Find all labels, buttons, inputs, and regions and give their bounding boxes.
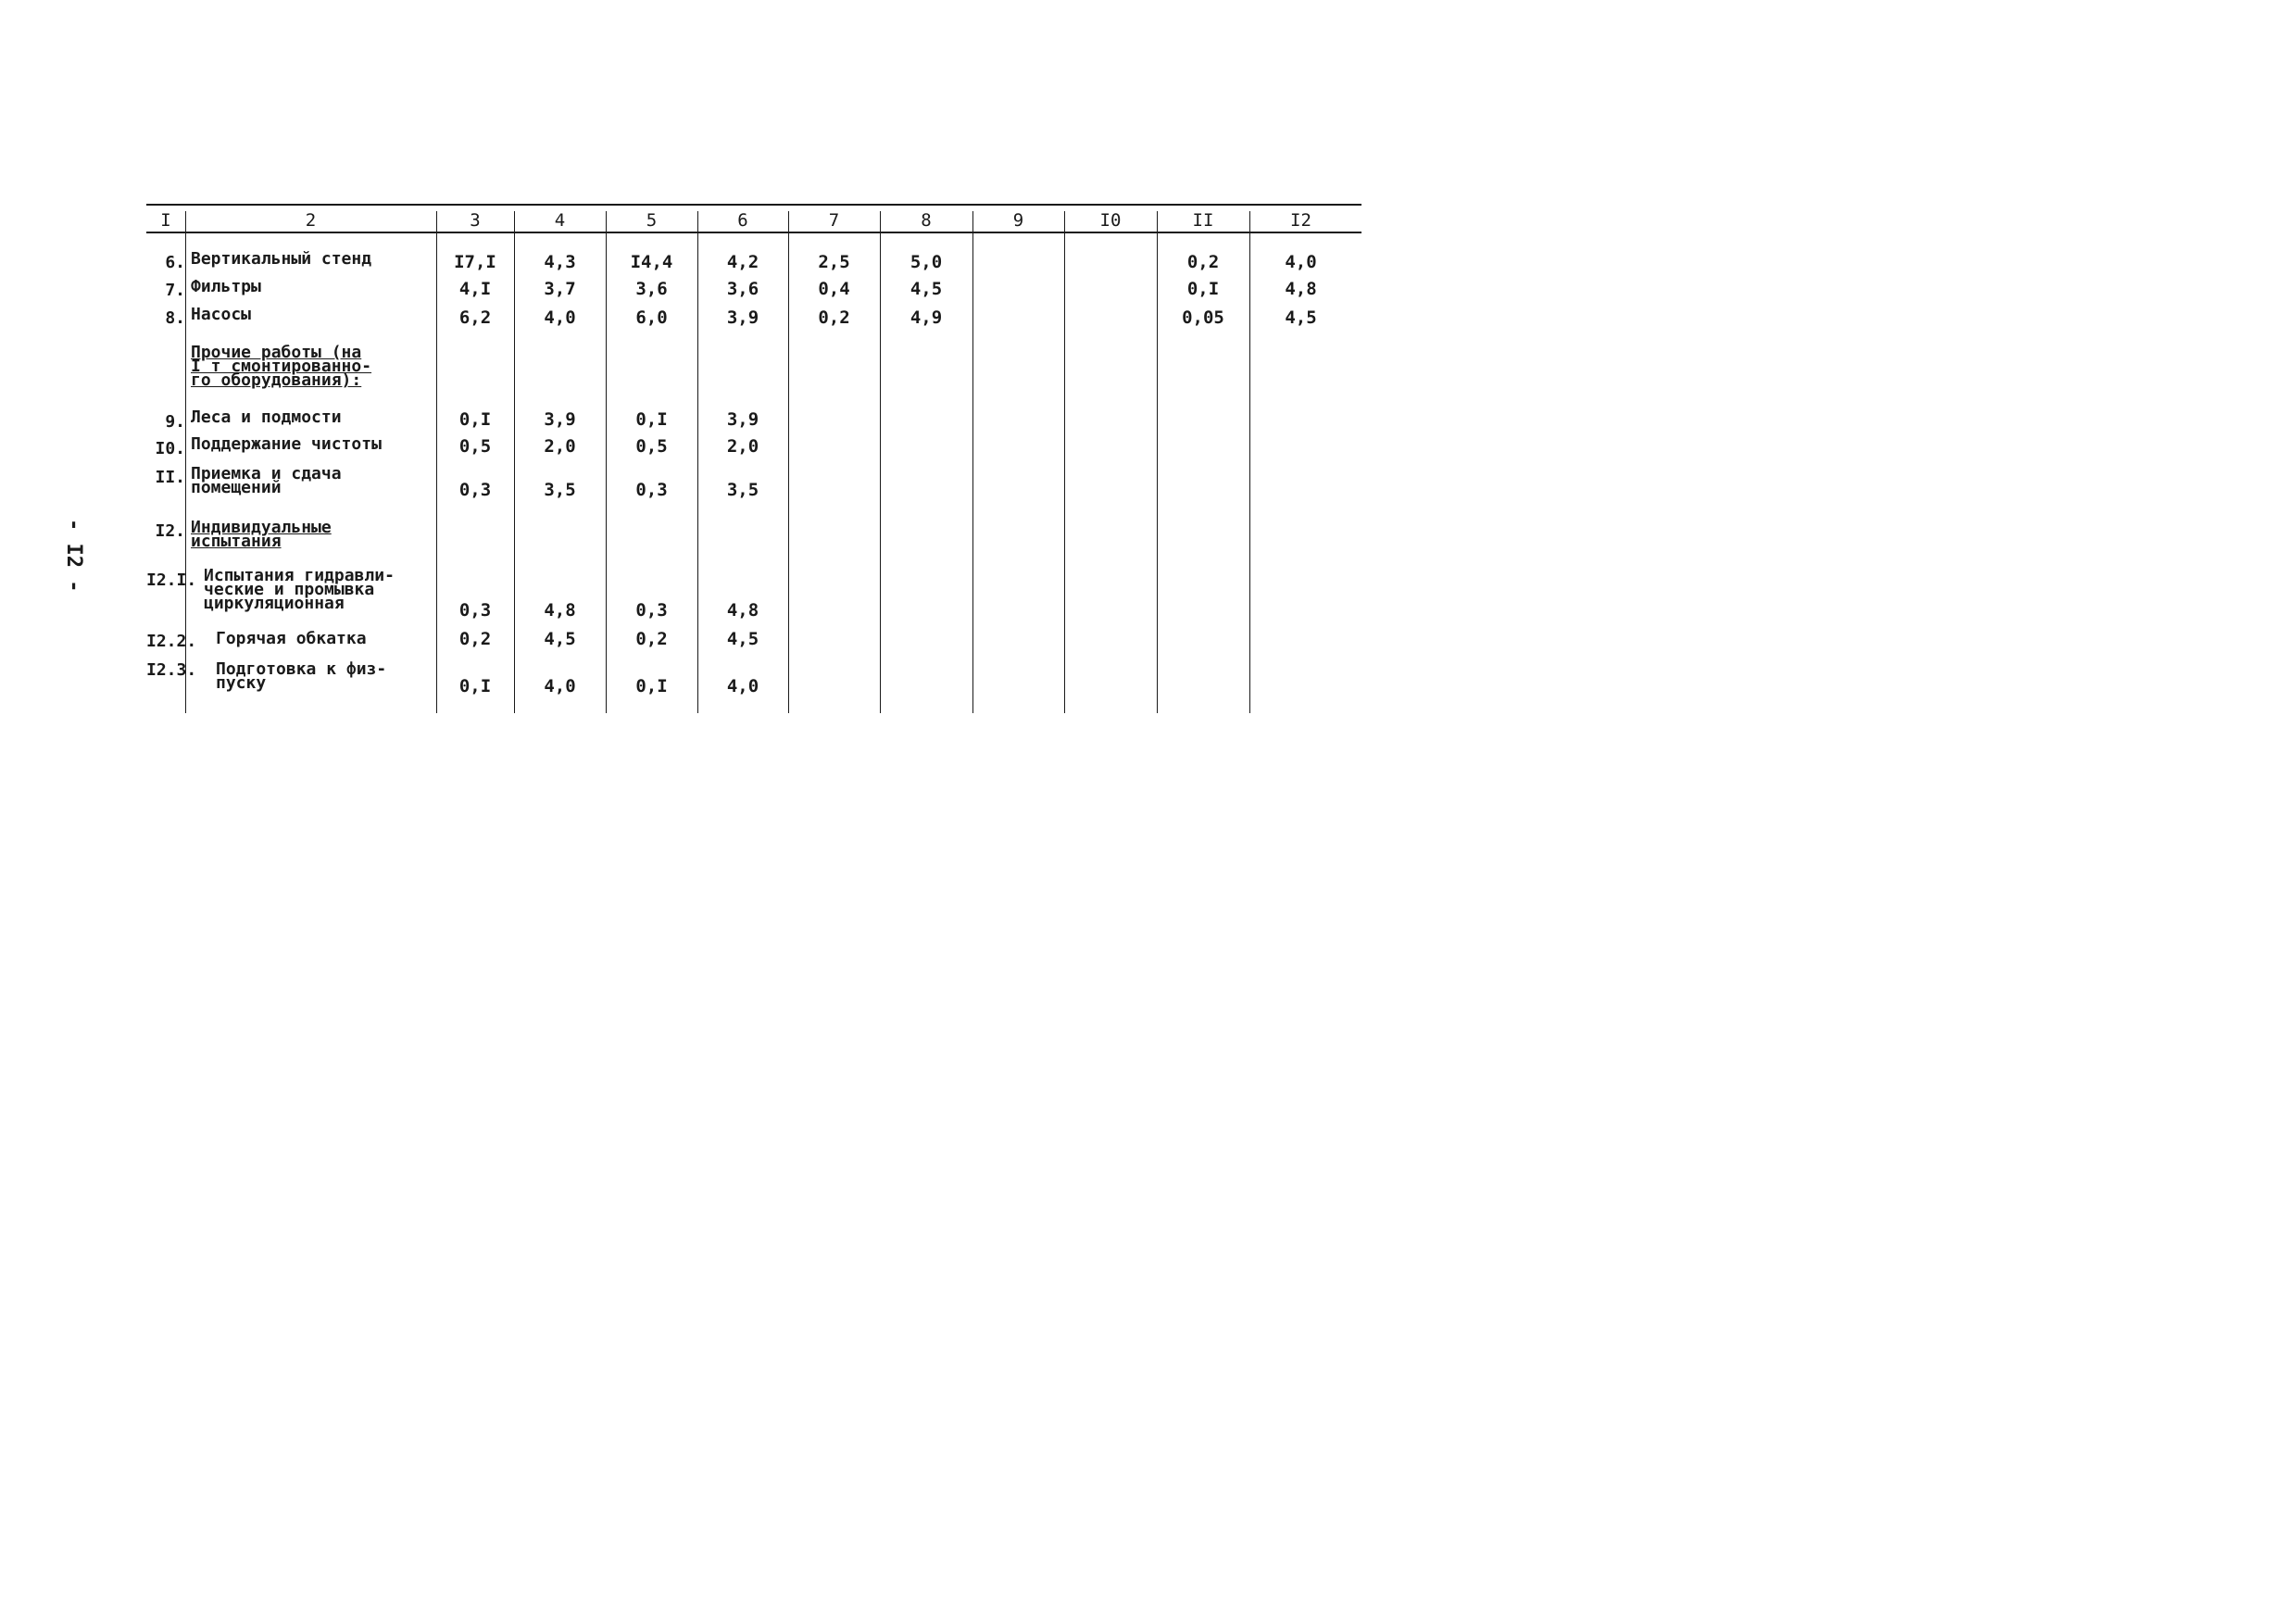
value-cell: 0,2 (635, 629, 668, 649)
header-col-2: 2 (305, 210, 317, 231)
value-cell: 0,3 (458, 600, 492, 621)
value-cell: 2,5 (818, 252, 850, 272)
value-cell: 4,8 (726, 600, 759, 621)
row-name: Поддержание чистоты (191, 434, 382, 454)
row-number: 8. (165, 308, 185, 328)
value-cell: I7,I (454, 252, 496, 272)
value-cell: 4,0 (726, 676, 759, 696)
header-col-7: 7 (828, 210, 840, 231)
row-name: Насосы (191, 305, 252, 324)
table-top-rule (146, 204, 1361, 206)
value-cell: 4,5 (726, 629, 759, 649)
value-cell: 3,5 (726, 480, 759, 500)
value-cell: 4,3 (544, 252, 576, 272)
header-col-9: 9 (1012, 210, 1024, 231)
header-col-8: 8 (921, 210, 932, 231)
value-cell: 3,5 (544, 480, 576, 500)
column-divider (972, 211, 973, 713)
value-cell: 0,2 (458, 629, 492, 649)
value-cell: 4,5 (910, 279, 943, 299)
value-cell: 3,9 (726, 409, 759, 430)
header-col-11: II (1192, 210, 1214, 231)
header-col-6: 6 (737, 210, 748, 231)
value-cell: 0,3 (635, 600, 668, 621)
value-cell: 0,3 (458, 480, 492, 500)
value-cell: 3,6 (726, 279, 759, 299)
value-cell: 0,05 (1182, 307, 1224, 328)
row-number: 7. (165, 281, 185, 300)
row-name: Леса и подмости (191, 408, 342, 427)
value-cell: 4,0 (544, 307, 576, 328)
value-cell: 6,2 (458, 307, 492, 328)
row-number: 9. (165, 412, 185, 432)
row-name: Вертикальный стенд (191, 249, 372, 269)
value-cell: 0,5 (458, 436, 492, 457)
row-number: I2.2. (146, 632, 197, 651)
row-name: Горячая обкатка (216, 629, 367, 648)
value-cell: 0,I (458, 676, 492, 696)
value-cell: 4,8 (1285, 279, 1317, 299)
value-cell: 0,I (635, 409, 668, 430)
header-col-1: I (160, 210, 171, 231)
page-number: - I2 - (62, 519, 85, 593)
value-cell: 0,I (1186, 279, 1220, 299)
row-number: II. (155, 468, 185, 487)
row-number: I2.3. (146, 660, 197, 680)
value-cell: 0,4 (818, 279, 850, 299)
row-name: Испытания гидравли- ческие и промывка циркуляционная (204, 566, 395, 613)
value-cell: 3,9 (726, 307, 759, 328)
work-norms-table (146, 204, 1361, 719)
header-col-3: 3 (470, 210, 481, 231)
row-number: 6. (165, 253, 185, 272)
value-cell: 4,9 (910, 307, 943, 328)
value-cell: 6,0 (635, 307, 668, 328)
value-cell: 0,5 (635, 436, 668, 457)
value-cell: 0,3 (635, 480, 668, 500)
header-col-4: 4 (554, 210, 566, 231)
row-number: I2. (155, 521, 185, 541)
row-name: Индивидуальные испытания (191, 518, 332, 551)
value-cell: 4,0 (544, 676, 576, 696)
value-cell: 4,0 (1285, 252, 1317, 272)
value-cell: 2,0 (726, 436, 759, 457)
row-name: Фильтры (191, 277, 261, 296)
header-col-5: 5 (646, 210, 658, 231)
row-name: Прочие работы (на I т смонтированно- го оборудования): (191, 343, 372, 390)
header-col-10: I0 (1099, 210, 1122, 231)
value-cell: 4,8 (544, 600, 576, 621)
row-name: Приемка и сдача помещений (191, 464, 342, 497)
header-bottom-rule (146, 232, 1361, 233)
value-cell: 3,9 (544, 409, 576, 430)
row-number: I2.I. (146, 571, 197, 590)
value-cell: 5,0 (910, 252, 943, 272)
value-cell: 0,2 (818, 307, 850, 328)
column-divider (1064, 211, 1065, 713)
value-cell: I4,4 (630, 252, 673, 272)
value-cell: 4,5 (1285, 307, 1317, 328)
value-cell: 2,0 (544, 436, 576, 457)
row-name: Подготовка к физ- пуску (216, 659, 387, 693)
value-cell: 4,I (458, 279, 492, 299)
value-cell: 4,5 (544, 629, 576, 649)
value-cell: 0,I (635, 676, 668, 696)
value-cell: 0,I (458, 409, 492, 430)
value-cell: 3,6 (635, 279, 668, 299)
value-cell: 4,2 (726, 252, 759, 272)
value-cell: 0,2 (1186, 252, 1220, 272)
row-number: I0. (155, 439, 185, 458)
header-col-12: I2 (1290, 210, 1311, 231)
value-cell: 3,7 (544, 279, 576, 299)
